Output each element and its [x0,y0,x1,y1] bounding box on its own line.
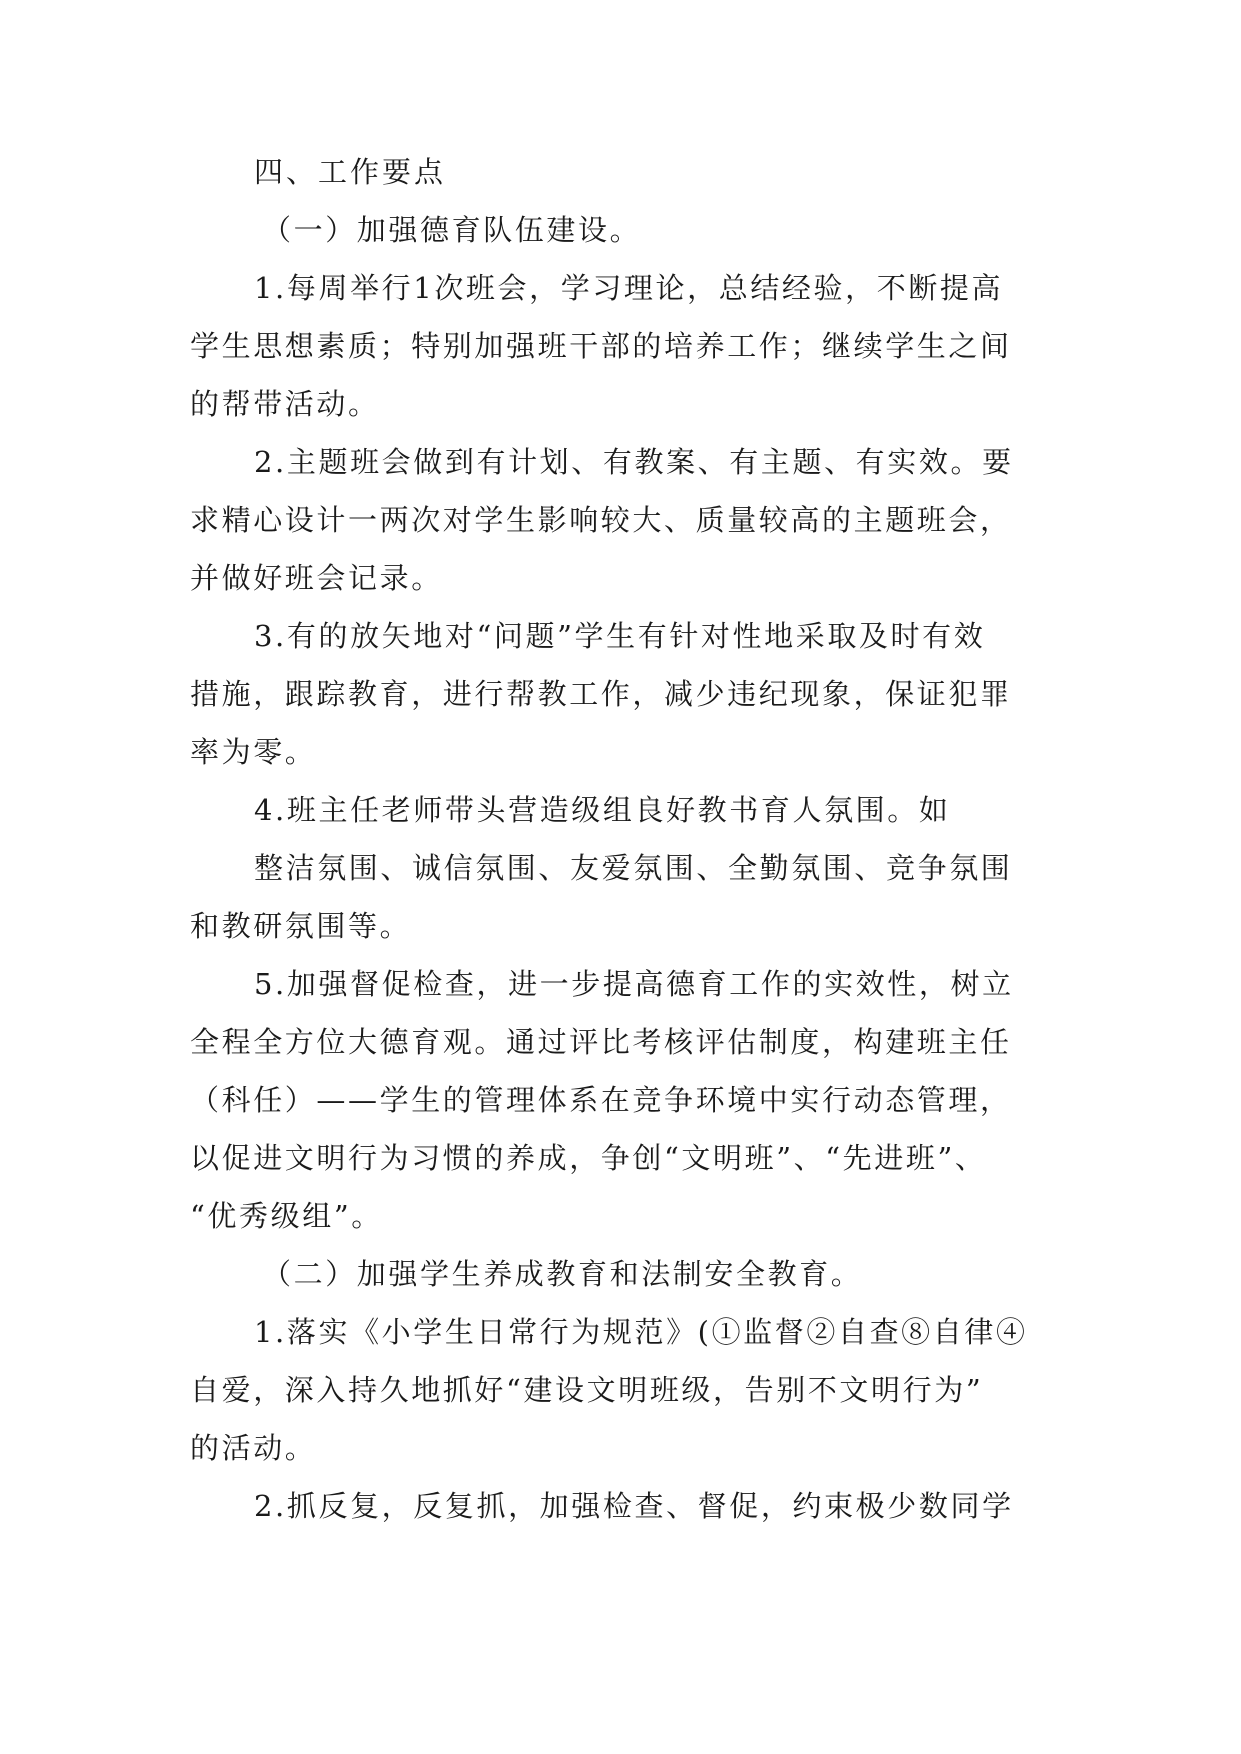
paragraph-line: 2.抓反复，反复抓，加强检查、督促，约束极少数同学 [254,1489,1014,1523]
paragraph-line: 1.每周举行1次班会，学习理论，总结经验，不断提高 [254,271,1004,305]
paragraph-line: 全程全方位大德育观。通过评比考核评估制度，构建班主任 [190,1025,1012,1059]
paragraph-line: 措施，跟踪教育，进行帮教工作，减少违纪现象，保证犯罪 [190,677,1012,711]
paragraph-line: 3.有的放矢地对“问题”学生有针对性地采取及时有效 [254,619,986,653]
paragraph-line: 学生思想素质；特别加强班干部的培养工作；继续学生之间 [190,329,1012,363]
paragraph-line: 并做好班会记录。 [190,561,443,595]
paragraph-line: 1.落实《小学生日常行为规范》(①监督②自查⑧自律④ [254,1315,1028,1349]
paragraph-line: 的帮带活动。 [190,387,380,421]
paragraph-line: “优秀级组”。 [190,1199,383,1233]
subsection-heading: （二）加强学生养成教育和法制安全教育。 [262,1257,863,1291]
paragraph-line: 和教研氛围等。 [190,909,412,943]
subsection-heading: （一）加强德育队伍建设。 [262,213,642,247]
paragraph-line: （科任）——学生的管理体系在竞争环境中实行动态管理， [190,1083,1012,1117]
section-heading: 四、工作要点 [254,155,447,189]
paragraph-line: 的活动。 [190,1431,317,1465]
paragraph-line: 2.主题班会做到有计划、有教案、有主题、有实效。要 [254,445,1014,479]
paragraph-line: 自爱，深入持久地抓好“建设文明班级，告别不文明行为” [190,1373,984,1407]
paragraph-line: 率为零。 [190,735,317,769]
paragraph-line: 整洁氛围、诚信氛围、友爱氛围、全勤氛围、竞争氛围 [254,851,1013,885]
paragraph-line: 求精心设计一两次对学生影响较大、质量较高的主题班会， [190,503,1012,537]
paragraph-line: 以促进文明行为习惯的养成，争创“文明班”、“先进班”、 [190,1141,987,1175]
paragraph-line: 5.加强督促检查，进一步提高德育工作的实效性，树立 [254,967,1014,1001]
paragraph-line: 4.班主任老师带头营造级组良好教书育人氛围。如 [254,793,951,827]
